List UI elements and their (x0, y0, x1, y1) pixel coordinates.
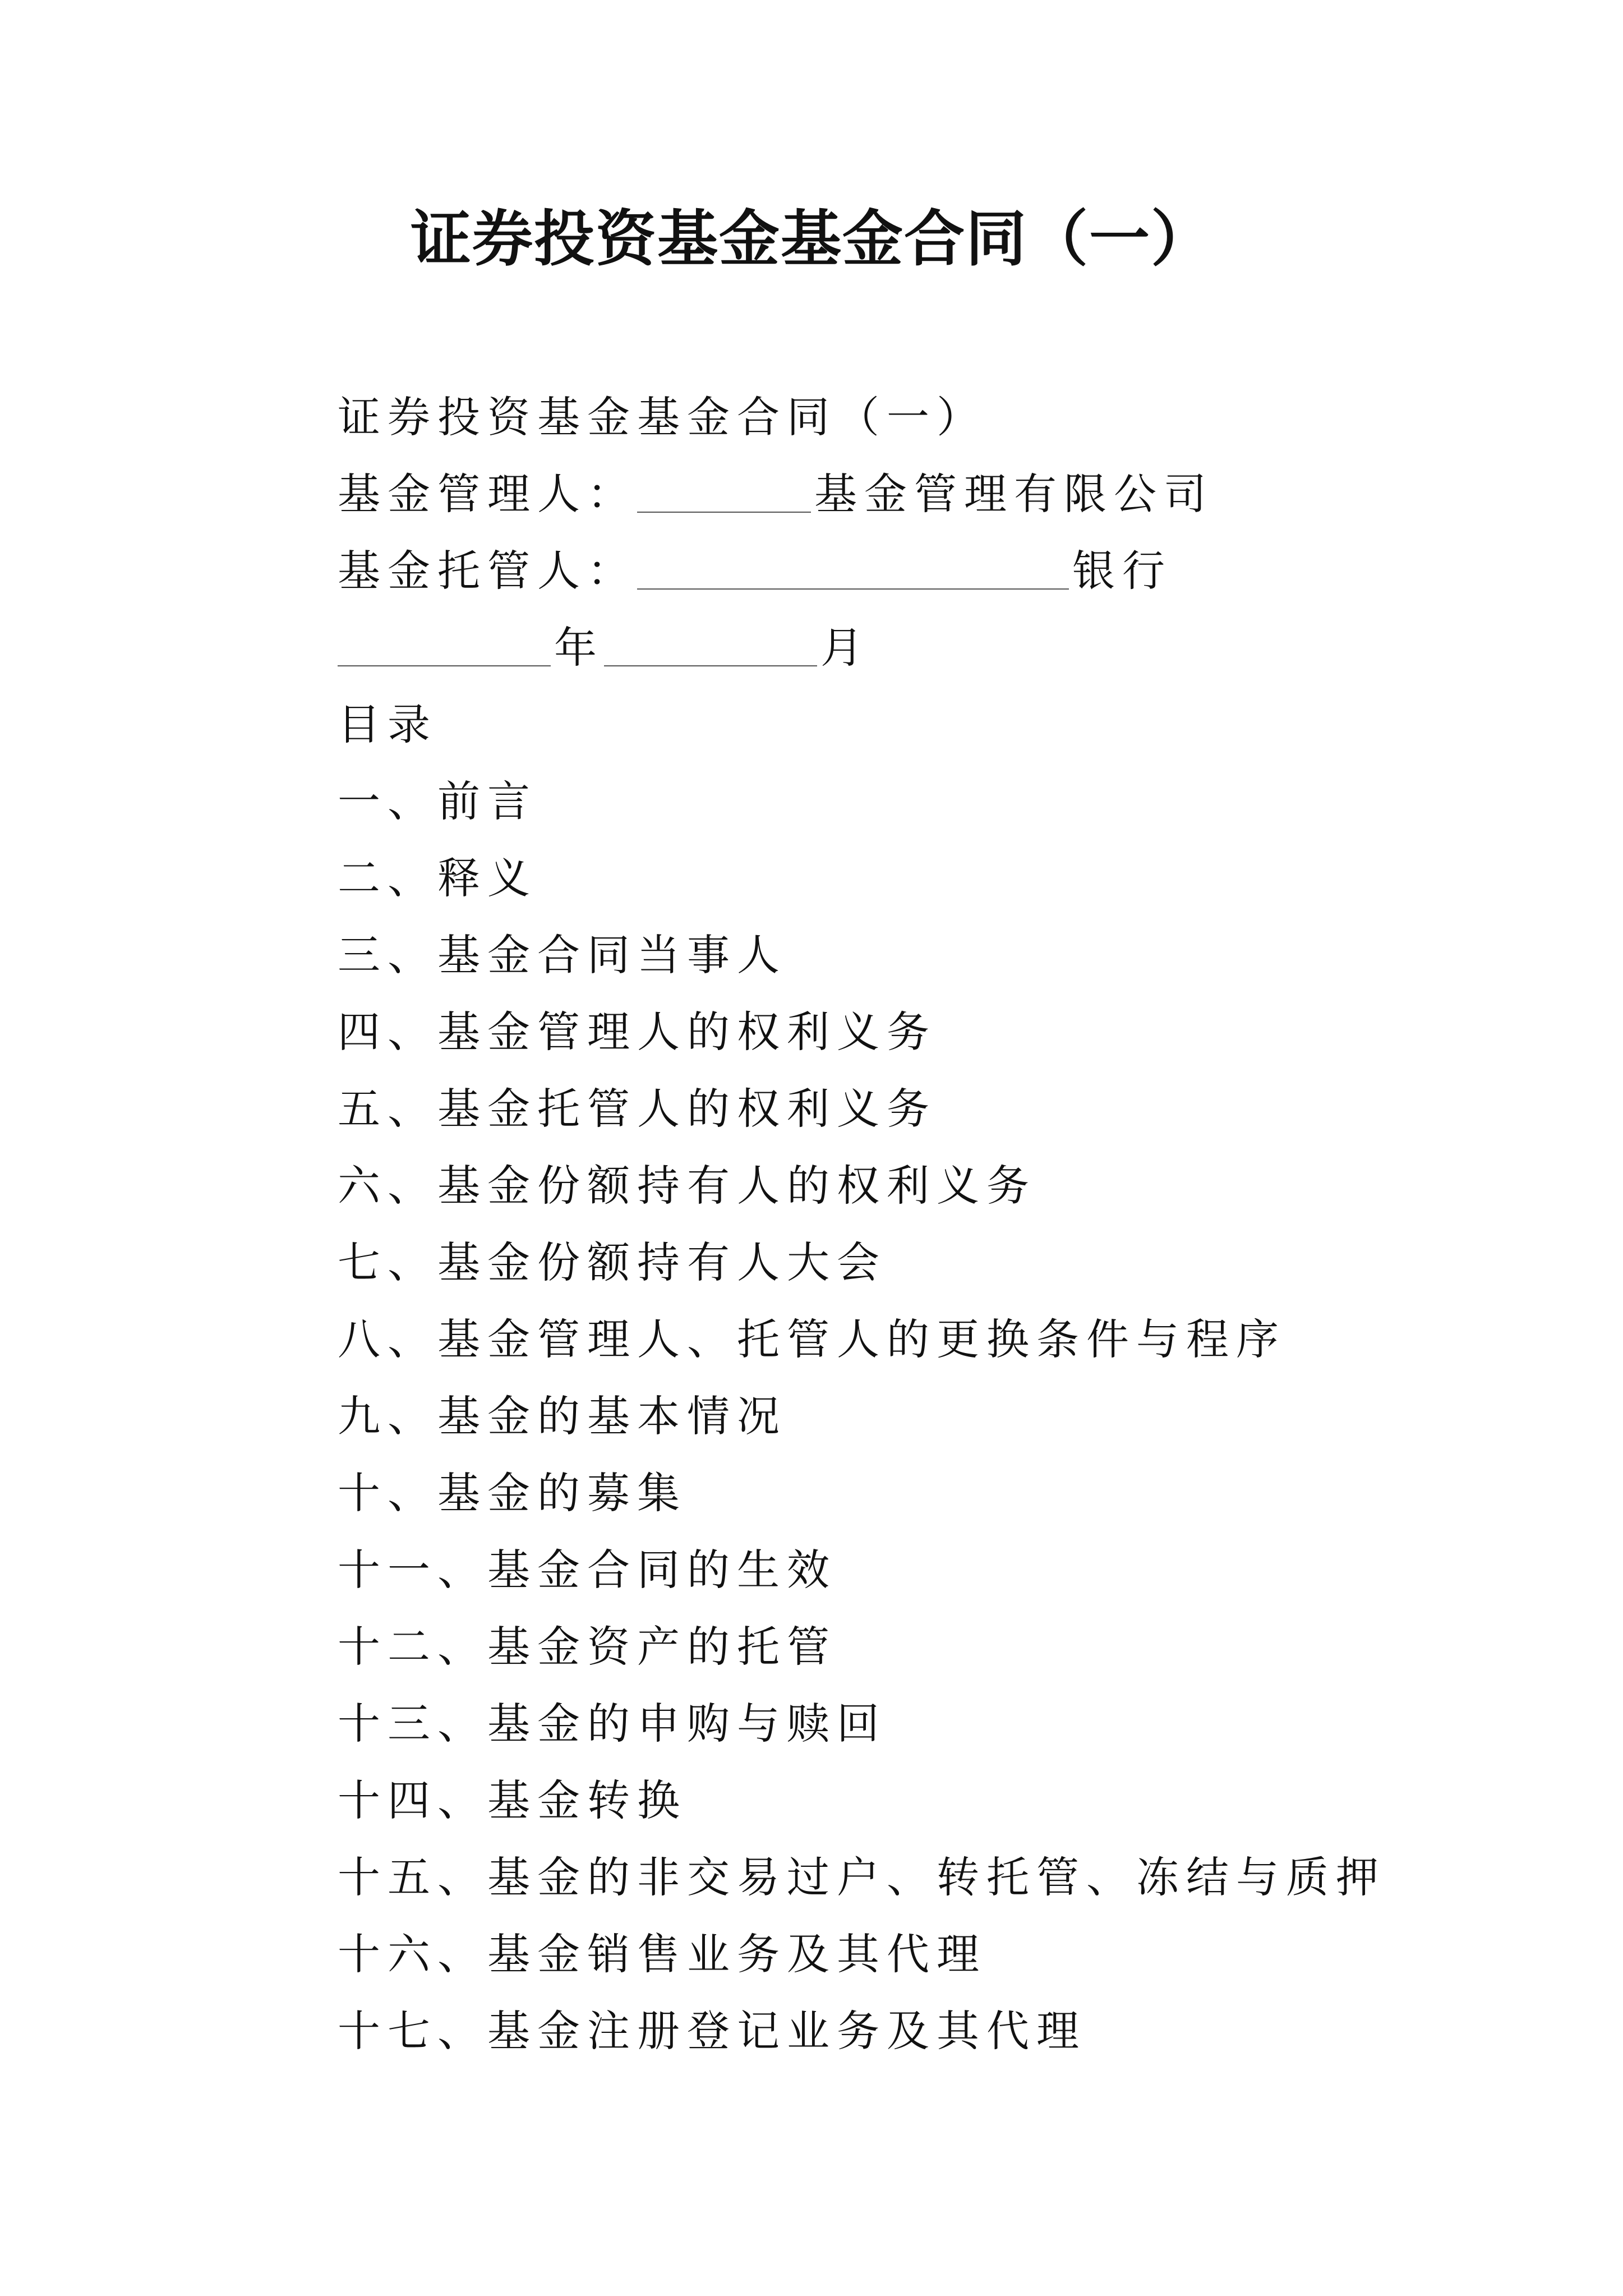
fund-custodian-bank-suffix: 银行 (1072, 546, 1172, 596)
fund-manager-blank (637, 461, 811, 513)
fund-custodian-line (338, 532, 1571, 609)
toc-item: 十四、基金转换 (338, 1775, 687, 1825)
toc-item: 十七、基金注册登记业务及其代理 (338, 2006, 1086, 2056)
toc-item: 二、释义 (338, 853, 537, 903)
fund-manager-label: 基金管理人： (338, 469, 637, 519)
toc-item: 十五、基金的非交易过户、转托管、冻结与质押 (338, 1852, 1386, 1902)
year-label: 年 (554, 623, 604, 673)
toc-item: 十二、基金资产的托管 (338, 1622, 837, 1672)
document-body (338, 379, 1571, 2069)
toc-item: 十、基金的募集 (338, 1468, 687, 1518)
toc-item: 五、基金托管人的权利义务 (338, 1084, 937, 1134)
toc-item: 八、基金管理人、托管人的更换条件与程序 (338, 1314, 1286, 1364)
toc-item: 三、基金合同当事人 (338, 930, 787, 980)
month-blank (604, 615, 817, 666)
toc-item: 十三、基金的申购与赎回 (338, 1699, 887, 1749)
fund-custodian-blank (637, 538, 1069, 590)
toc-item: 九、基金的基本情况 (338, 1391, 787, 1441)
document-subtitle: 证券投资基金基金合同（一） (338, 392, 986, 442)
year-blank (338, 615, 551, 666)
toc-item: 四、基金管理人的权利义务 (338, 1007, 937, 1057)
fund-manager-line (338, 455, 1571, 532)
date-line (338, 609, 1571, 686)
toc-item: 十六、基金销售业务及其代理 (338, 1929, 986, 1979)
toc-item: 六、基金份额持有人的权利义务 (338, 1161, 1036, 1211)
toc-heading: 目录 (338, 700, 437, 749)
toc-item: 一、前言 (338, 776, 537, 826)
fund-manager-company-suffix: 基金管理有限公司 (814, 469, 1214, 519)
month-label: 月 (820, 623, 870, 673)
document-title: 证券投资基金基金合同（一） (410, 204, 1212, 274)
fund-custodian-label: 基金托管人： (338, 546, 637, 596)
toc-item: 七、基金份额持有人大会 (338, 1237, 887, 1287)
toc-item: 十一、基金合同的生效 (338, 1545, 837, 1595)
